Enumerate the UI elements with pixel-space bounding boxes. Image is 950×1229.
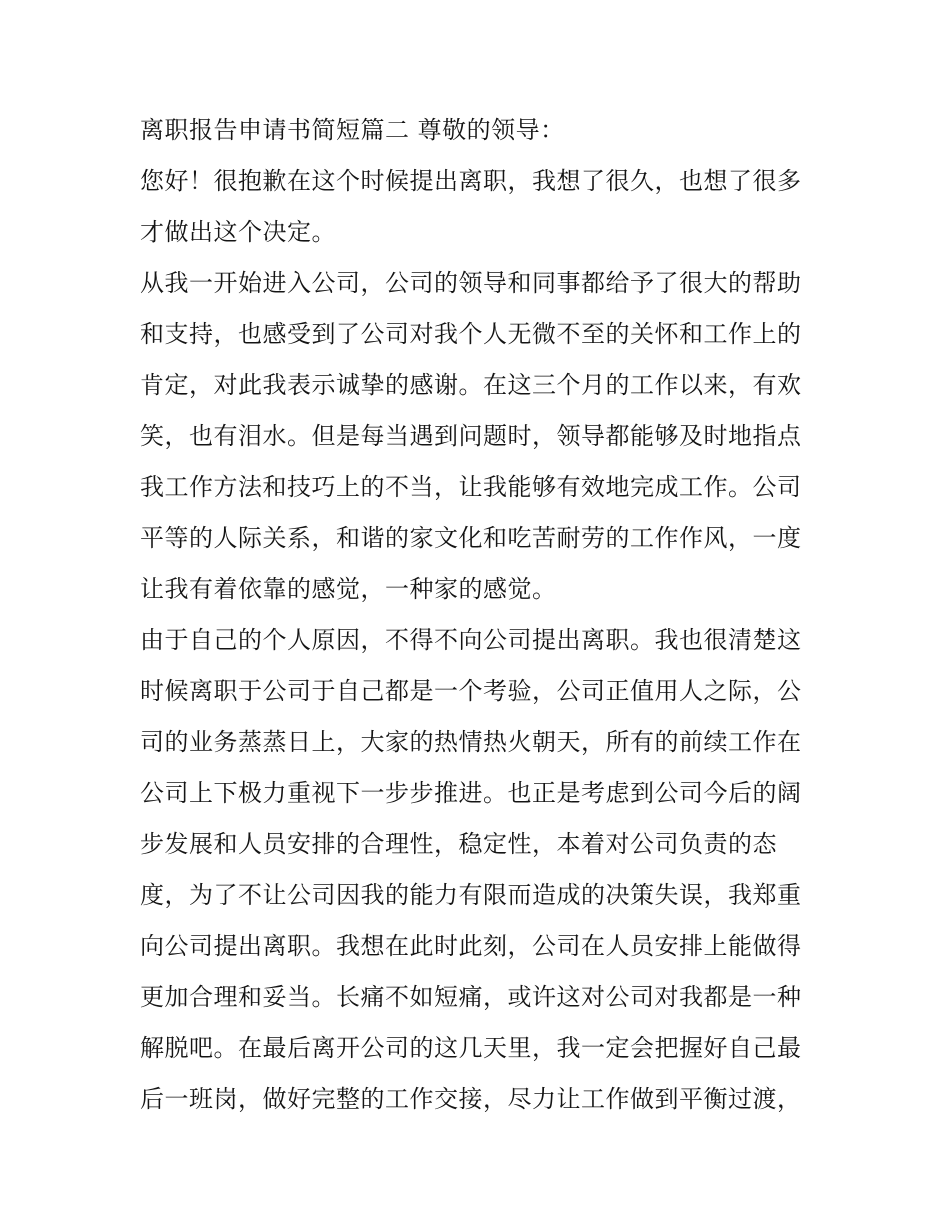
text-line: 度，为了不让公司因我的能力有限而造成的决策失误，我郑重 [140, 881, 802, 909]
text-line: 让我有着依靠的感觉，一种家的感觉。 [140, 575, 557, 603]
document-heading: 离职报告申请书简短篇二 尊敬的领导： [140, 116, 565, 144]
text-line: 肯定，对此我表示诚挚的感谢。在这三个月的工作以来，有欢 [140, 371, 802, 399]
text-line: 司的业务蒸蒸日上，大家的热情热火朝天，所有的前续工作在 [140, 728, 802, 756]
text-line: 由于自己的个人原因，不得不向公司提出离职。我也很清楚这 [140, 626, 802, 654]
text-line: 我工作方法和技巧上的不当，让我能够有效地完成工作。公司 [140, 473, 802, 501]
text-line: 更加合理和妥当。长痛不如短痛，或许这对公司对我都是一种 [140, 983, 802, 1011]
text-line: 您好！很抱歉在这个时候提出离职，我想了很久，也想了很多 [140, 167, 802, 195]
text-line: 解脱吧。在最后离开公司的这几天里，我一定会把握好自己最 [140, 1034, 802, 1062]
text-line: 才做出这个决定。 [140, 218, 336, 246]
text-line: 和支持，也感受到了公司对我个人无微不至的关怀和工作上的 [140, 320, 802, 348]
text-line: 公司上下极力重视下一步步推进。也正是考虑到公司今后的阔 [140, 779, 802, 807]
text-line: 笑，也有泪水。但是每当遇到问题时，领导都能够及时地指点 [140, 422, 802, 450]
text-line: 后一班岗，做好完整的工作交接，尽力让工作做到平衡过渡， [140, 1085, 802, 1113]
text-line: 从我一开始进入公司，公司的领导和同事都给予了很大的帮助 [140, 269, 802, 297]
text-line: 步发展和人员安排的合理性，稳定性，本着对公司负责的态 [140, 830, 777, 858]
text-line: 时候离职于公司于自己都是一个考验，公司正值用人之际，公 [140, 677, 802, 705]
text-line: 平等的人际关系，和谐的家文化和吃苦耐劳的工作作风，一度 [140, 524, 802, 552]
text-line: 向公司提出离职。我想在此时此刻，公司在人员安排上能做得 [140, 932, 802, 960]
